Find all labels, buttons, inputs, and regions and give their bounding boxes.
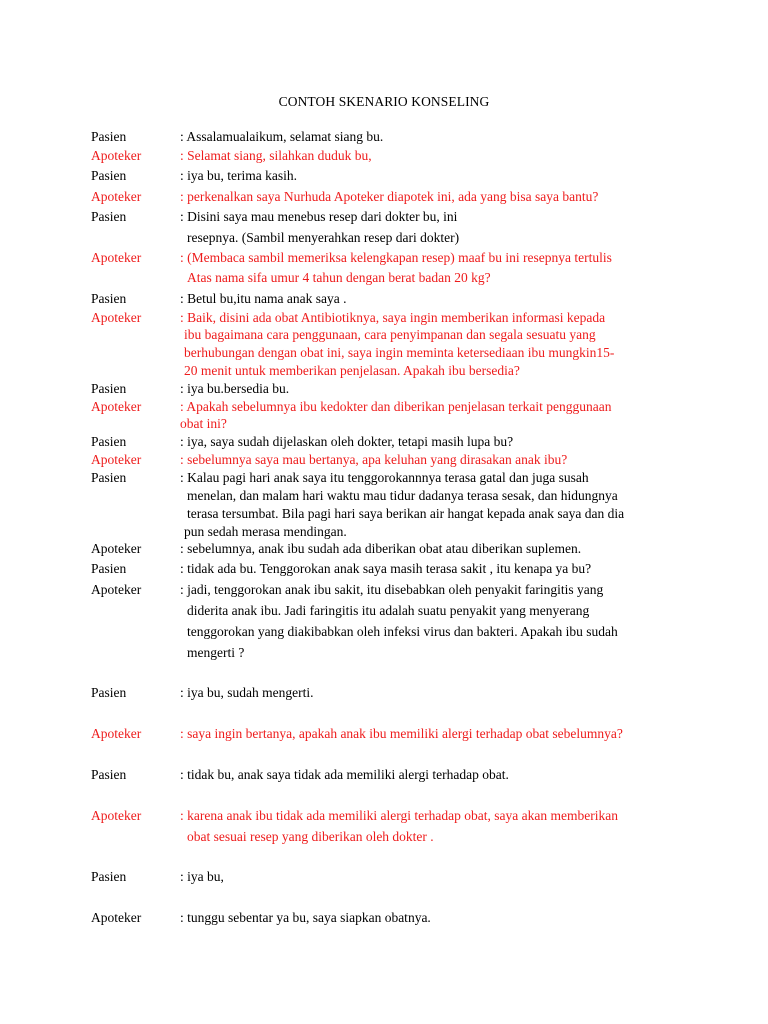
utterance-line: : sebelumnya, anak ibu sudah ada diberikan obat atau diberikan suplemen. [180, 541, 582, 556]
utterance-line: ibu bagaimana cara penggunaan, cara penyimpanan dan segala sesuatu yang [184, 327, 596, 342]
utterance-line: mengerti ? [187, 645, 245, 660]
utterance-line: : Disini saya mau menebus resep dari dokter bu, ini [180, 209, 458, 224]
speaker-label: Pasien [91, 434, 127, 449]
speaker-label: Pasien [91, 291, 127, 306]
utterance-line: : iya bu.bersedia bu. [180, 381, 290, 396]
utterance-line: pun sedah merasa mendingan. [184, 524, 347, 539]
speaker-label: Apoteker [91, 910, 142, 925]
utterance-line: : tunggu sebentar ya bu, saya siapkan obatnya. [180, 910, 431, 925]
speaker-label: Apoteker [91, 541, 142, 556]
utterance-line: Atas nama sifa umur 4 tahun dengan berat badan 20 kg? [187, 270, 491, 285]
utterance-line: : Apakah sebelumnya ibu kedokter dan diberikan penjelasan terkait penggunaan [180, 399, 612, 414]
speaker-label: Pasien [91, 129, 127, 144]
utterance-line: tenggorokan yang diakibabkan oleh infeksi virus dan bakteri. Apakah ibu sudah [187, 624, 618, 639]
speaker-label: Pasien [91, 561, 127, 576]
utterance-line: : iya bu, sudah mengerti. [180, 685, 314, 700]
speaker-label: Pasien [91, 168, 127, 183]
utterance-line: : Betul bu,itu nama anak saya . [180, 291, 347, 306]
utterance-line: menelan, dan malam hari waktu mau tidur dadanya terasa sesak, dan hidungnya [187, 488, 618, 503]
utterance-line: : Baik, disini ada obat Antibiotiknya, saya ingin memberikan informasi kepada [180, 310, 606, 325]
speaker-label: Apoteker [91, 399, 142, 414]
utterance-line: terasa tersumbat. Bila pagi hari saya berikan air hangat kepada anak saya dan dia [187, 506, 625, 521]
speaker-label: Pasien [91, 209, 127, 224]
speaker-label: Apoteker [91, 726, 142, 741]
utterance-line: : saya ingin bertanya, apakah anak ibu memiliki alergi terhadap obat sebelumnya? [180, 726, 623, 741]
speaker-label: Apoteker [91, 582, 142, 597]
utterance-line: : karena anak ibu tidak ada memiliki alergi terhadap obat, saya akan memberikan [180, 808, 618, 823]
utterance-line: 20 menit untuk memberikan penjelasan. Apakah ibu bersedia? [184, 363, 520, 378]
utterance-line: : perkenalkan saya Nurhuda Apoteker diapotek ini, ada yang bisa saya bantu? [180, 189, 599, 204]
utterance-line: : Kalau pagi hari anak saya itu tenggorokannnya terasa gatal dan juga susah [180, 470, 589, 485]
utterance-line: obat ini? [180, 416, 227, 431]
speaker-label: Pasien [91, 869, 127, 884]
document-title: CONTOH SKENARIO KONSELING [278, 94, 490, 109]
utterance-line: : (Membaca sambil memeriksa kelengkapan resep) maaf bu ini resepnya tertulis [180, 250, 612, 265]
utterance-line: : Selamat siang, silahkan duduk bu, [180, 148, 372, 163]
utterance-line: : sebelumnya saya mau bertanya, apa keluhan yang dirasakan anak ibu? [180, 452, 568, 467]
speaker-label: Apoteker [91, 148, 142, 163]
utterance-line: : iya bu, [180, 869, 224, 884]
utterance-line: : Assalamualaikum, selamat siang bu. [180, 129, 384, 144]
speaker-label: Apoteker [91, 310, 142, 325]
speaker-label: Apoteker [91, 189, 142, 204]
utterance-line: resepnya. (Sambil menyerahkan resep dari dokter) [187, 230, 460, 245]
utterance-line: : iya, saya sudah dijelaskan oleh dokter, tetapi masih lupa bu? [180, 434, 514, 449]
speaker-label: Pasien [91, 685, 127, 700]
utterance-line: : iya bu, terima kasih. [180, 168, 297, 183]
utterance-line: : tidak bu, anak saya tidak ada memiliki alergi terhadap obat. [180, 767, 509, 782]
utterance-line: obat sesuai resep yang diberikan oleh dokter . [187, 829, 434, 844]
utterance-line: diderita anak ibu. Jadi faringitis itu adalah suatu penyakit yang menyerang [187, 603, 590, 618]
speaker-label: Apoteker [91, 808, 142, 823]
speaker-label: Pasien [91, 381, 127, 396]
speaker-label: Apoteker [91, 250, 142, 265]
speaker-label: Apoteker [91, 452, 142, 467]
utterance-line: : jadi, tenggorokan anak ibu sakit, itu disebabkan oleh penyakit faringitis yang [180, 582, 604, 597]
speaker-label: Pasien [91, 470, 127, 485]
utterance-line: : tidak ada bu. Tenggorokan anak saya masih terasa sakit , itu kenapa ya bu? [180, 561, 592, 576]
utterance-line: berhubungan dengan obat ini, saya ingin meminta ketersediaan ibu mungkin15- [184, 345, 615, 360]
speaker-label: Pasien [91, 767, 127, 782]
